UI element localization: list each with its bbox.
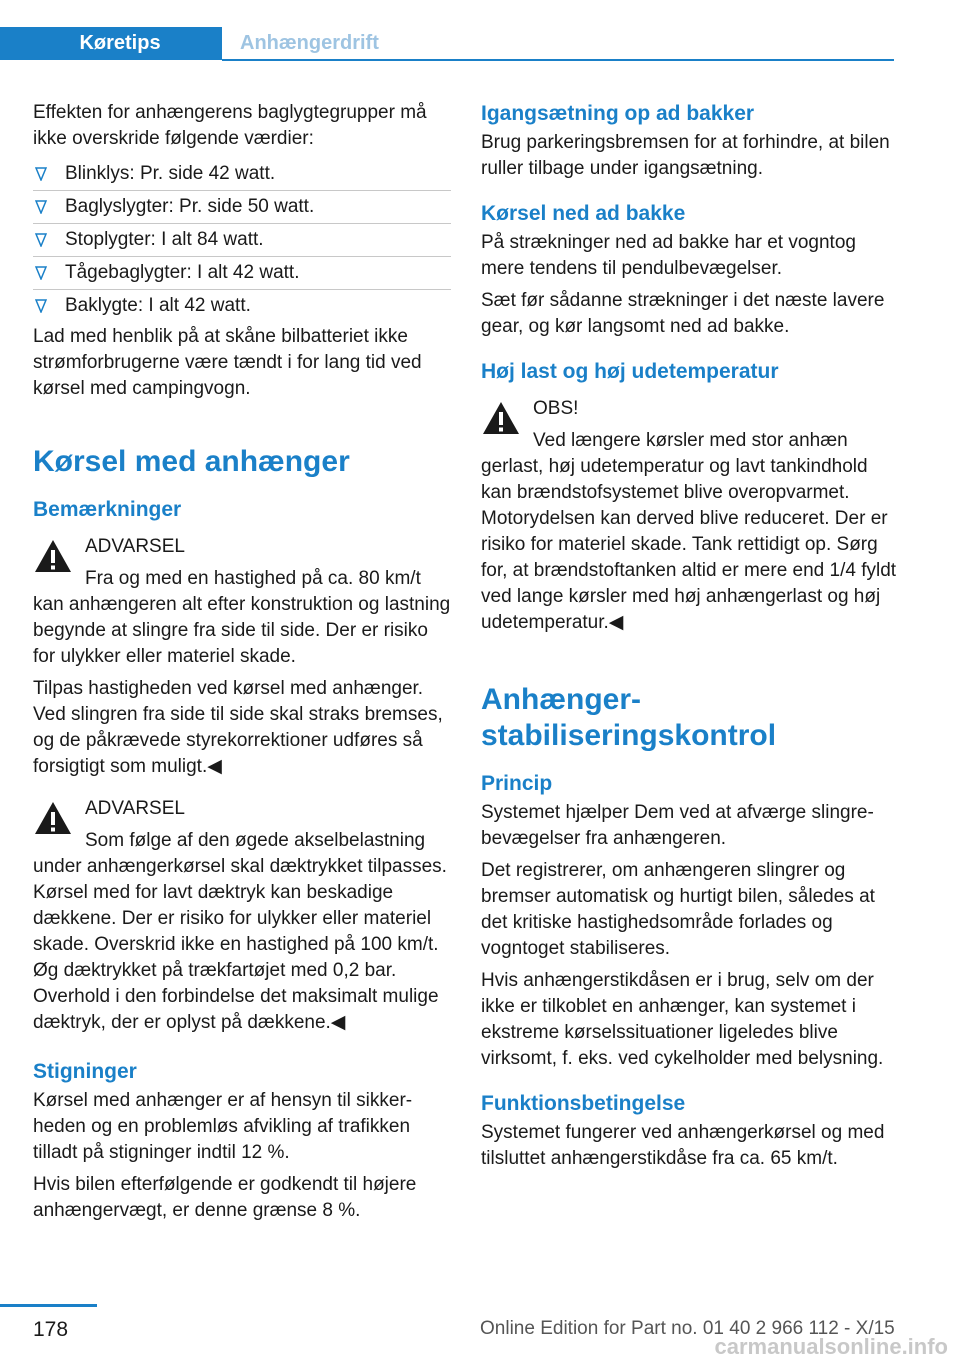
list-item-text: Blinklys: Pr. side 42 watt. bbox=[65, 163, 276, 184]
list-item bbox=[33, 223, 451, 256]
list-item-text: Baklygte: I alt 42 watt. bbox=[65, 295, 251, 316]
header-band bbox=[0, 0, 960, 60]
subheading-uphill-start: Igangsætning op ad bakker bbox=[481, 102, 755, 125]
list-item-text: Tågebaglygter: I alt 42 watt. bbox=[65, 262, 300, 283]
speed-paragraph: Tilpas hastigheden ved kørsel med anhænger. Ved slingren fra side til side skal straks bremses, og de påkrævede styrekorrektioner udføres så forsigtigt som muligt.◀ bbox=[33, 678, 443, 777]
triangle-bullet-icon bbox=[35, 266, 47, 280]
notice-first-line: Ved længere kørsler med stor anhæn bbox=[533, 430, 848, 451]
list-item-text: Baglyslygter: Pr. side 50 watt. bbox=[65, 196, 315, 217]
battery-note: Lad med henblik på at skåne bilbatteriet ikke strømforbrugerne være tændt i for lang tid ved kørsel med campingvogn. bbox=[33, 326, 422, 399]
header-divider bbox=[222, 59, 894, 61]
section-title-stability-control: Anhængerstabiliseringskontrol bbox=[481, 683, 777, 752]
subheading-high-load: Høj last og høj udetemperatur bbox=[481, 360, 779, 383]
warning-triangle-icon bbox=[33, 800, 73, 836]
warning-box-speed bbox=[33, 534, 451, 670]
watermark: carmanualsonline.info bbox=[714, 1334, 948, 1359]
tab-anhaengerdrift[interactable]: Anhængerdrift bbox=[240, 32, 379, 54]
tab-koeretips[interactable]: Køretips bbox=[0, 27, 222, 60]
warning-text: kan anhængeren alt efter konstruktion og lastning begynde at slingre fra side til side. Der er risiko for ulykker eller materiel skade. bbox=[33, 594, 451, 667]
slopes-paragraph-1: Kørsel med anhænger er af hensyn til sikkerheden og en problemløs afvikling af trafikken tilladt på stigninger indtil 12 %. bbox=[33, 1090, 413, 1163]
principle-paragraph-1: Systemet hjælper Dem ved at afværge slingrebevægelser fra anhængeren. bbox=[481, 802, 874, 849]
list-item bbox=[33, 289, 451, 322]
warning-label: ADVARSEL bbox=[85, 798, 185, 819]
warning-box-tire-pressure bbox=[33, 796, 451, 1036]
subheading-principle: Princip bbox=[481, 772, 553, 795]
triangle-bullet-icon bbox=[35, 200, 47, 214]
subheading-downhill: Kørsel ned ad bakke bbox=[481, 202, 686, 225]
warning-label: ADVARSEL bbox=[85, 536, 185, 557]
uphill-paragraph: Brug parkeringsbremsen for at forhindre, at bilen ruller tilbage under igangsætning. bbox=[481, 132, 890, 179]
slopes-paragraph-2: Hvis bilen efterfølgende er godkendt til højere anhængervægt, er denne grænse 8 %. bbox=[33, 1174, 417, 1221]
warning-triangle-icon bbox=[33, 538, 73, 574]
page-number: 178 bbox=[33, 1318, 69, 1341]
warning-triangle-icon bbox=[481, 400, 521, 436]
warning-text: under anhængerkørsel skal dæktrykket tilpasses. Kørsel med for lavt dæktryk kan beskadige dækkene. Der er risiko for ulykker eller materiel skade. Overskrid ikke en hastighed på 100 km/t. Øg dæktrykket på trækfartøjet med 0,2 bar. Overhold i den forbindelse det maksimalt mulige dæktryk, der er oplyst på dækkene.◀ bbox=[33, 856, 447, 1033]
intro-paragraph: Effekten for anhængerens baglygtegrupper må ikke overskride følgende værdier: bbox=[33, 102, 427, 149]
triangle-bullet-icon bbox=[35, 299, 47, 313]
downhill-paragraph-1: På strækninger ned ad bakke har et vogntog mere tendens til pendulbevægelser. bbox=[481, 232, 856, 279]
list-item bbox=[33, 158, 451, 190]
section-title-trailer-driving: Kørsel med anhænger bbox=[33, 445, 350, 478]
notice-text: gerlast, høj udetemperatur og lavt tankindhold kan brændstofsystemet blive overopvarmet. Motorydelsen kan derved blive reduceret. Der er risiko for materiel skade. Tank rettidigt op. Sørg for, at brændstoftanken altid er mere end 1/4 fyldt ved lange kørsler med høj anhængerlast og høj udetemperatur.◀ bbox=[481, 456, 897, 633]
right-column bbox=[481, 100, 899, 1178]
list-item-text: Stoplygter: I alt 84 watt. bbox=[65, 229, 264, 250]
list-item bbox=[33, 256, 451, 289]
subheading-notes: Bemærkninger bbox=[33, 498, 182, 521]
left-column bbox=[33, 100, 451, 1230]
downhill-paragraph-2: Sæt før sådanne strækninger i det næste lavere gear, og kør langsomt ned ad bakke. bbox=[481, 290, 885, 337]
principle-paragraph-2: Det registrerer, om anhængeren slingrer og bremser automatisk og hurtigt bilen, således at det kritiske hastighedsområde forlades og vogntoget stabiliseres. bbox=[481, 860, 875, 959]
edition-text: Online Edition for Part no. 01 40 2 966 112 - X/15 bbox=[480, 1318, 895, 1339]
principle-paragraph-3: Hvis anhængerstikdåsen er i brug, selv om der ikke er tilkoblet en anhænger, kan systemet i ekstreme kørselssituationer ligeledes blive virksomt, f. eks. ved cykelholder med belysning. bbox=[481, 970, 884, 1069]
conditions-paragraph: Systemet fungerer ved anhængerkørsel og med tilsluttet anhængerstikdåse fra ca. 65 km/t. bbox=[481, 1122, 885, 1169]
subheading-slopes: Stigninger bbox=[33, 1060, 137, 1083]
bullet-list bbox=[33, 158, 451, 322]
triangle-bullet-icon bbox=[35, 233, 47, 247]
notice-box-high-load bbox=[481, 396, 899, 636]
triangle-bullet-icon bbox=[35, 167, 47, 181]
notice-label: OBS! bbox=[533, 398, 579, 419]
footer-rule bbox=[0, 1304, 97, 1307]
warning-first-line: Som følge af den øgede akselbelastning bbox=[85, 830, 426, 851]
warning-first-line: Fra og med en hastighed på ca. 80 km/t bbox=[85, 568, 421, 589]
subheading-function-condition: Funktionsbetingelse bbox=[481, 1092, 686, 1115]
list-item bbox=[33, 190, 451, 223]
